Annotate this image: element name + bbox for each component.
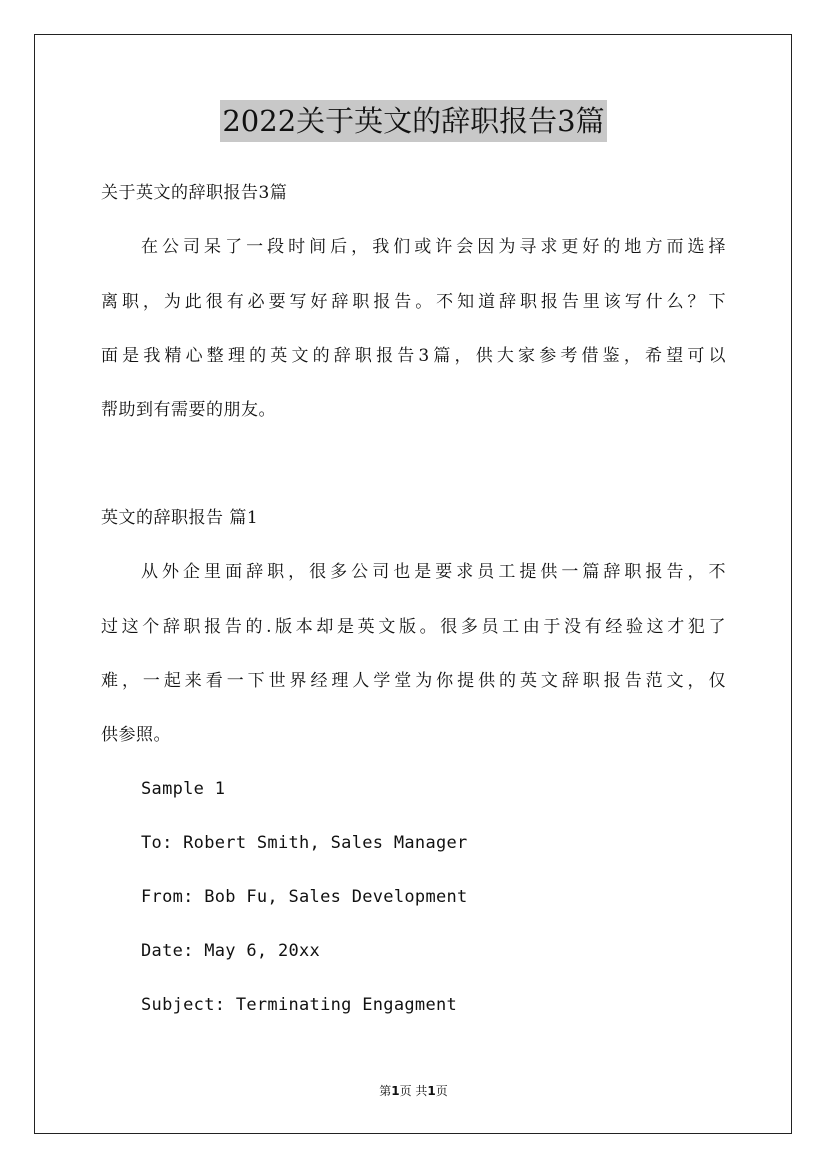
intro-line-4: 帮助到有需要的朋友。 (101, 400, 276, 420)
section-heading: 英文的辞职报告 篇1 (101, 508, 259, 528)
intro-line-3: 面是我精心整理的英文的辞职报告3篇，供大家参考借鉴，希望可以 (101, 346, 726, 366)
intro-line-1: 在公司呆了一段时间后，我们或许会因为寻求更好的地方而选择 (141, 237, 726, 257)
memo-to: To: Robert Smith, Sales Manager (141, 833, 468, 853)
footer-page-number: 1 (391, 1084, 400, 1098)
document-subtitle: 关于英文的辞职报告3篇 (101, 183, 288, 203)
section-line-1: 从外企里面辞职，很多公司也是要求员工提供一篇辞职报告，不 (141, 562, 726, 582)
footer-page-mid: 页 共 (399, 1084, 428, 1098)
page-footer (0, 1083, 827, 1099)
section-line-2: 过这个辞职报告的.版本却是英文版。很多员工由于没有经验这才犯了 (101, 617, 726, 637)
memo-date: Date: May 6, 20xx (141, 941, 321, 961)
sample-label: Sample 1 (141, 779, 226, 799)
section-line-3: 难，一起来看一下世界经理人学堂为你提供的英文辞职报告范文，仅 (101, 671, 726, 691)
footer-page-suffix: 页 (435, 1084, 448, 1098)
section-line-4: 供参照。 (101, 725, 171, 745)
memo-from: From: Bob Fu, Sales Development (141, 887, 468, 907)
title-container (0, 100, 827, 142)
footer-page-prefix: 第 (379, 1084, 392, 1098)
intro-line-2: 离职，为此很有必要写好辞职报告。不知道辞职报告里该写什么？下 (101, 292, 726, 312)
document-title: 2022关于英文的辞职报告3篇 (220, 100, 606, 142)
footer-page-total: 1 (427, 1084, 436, 1098)
memo-subject: Subject: Terminating Engagment (141, 995, 458, 1015)
